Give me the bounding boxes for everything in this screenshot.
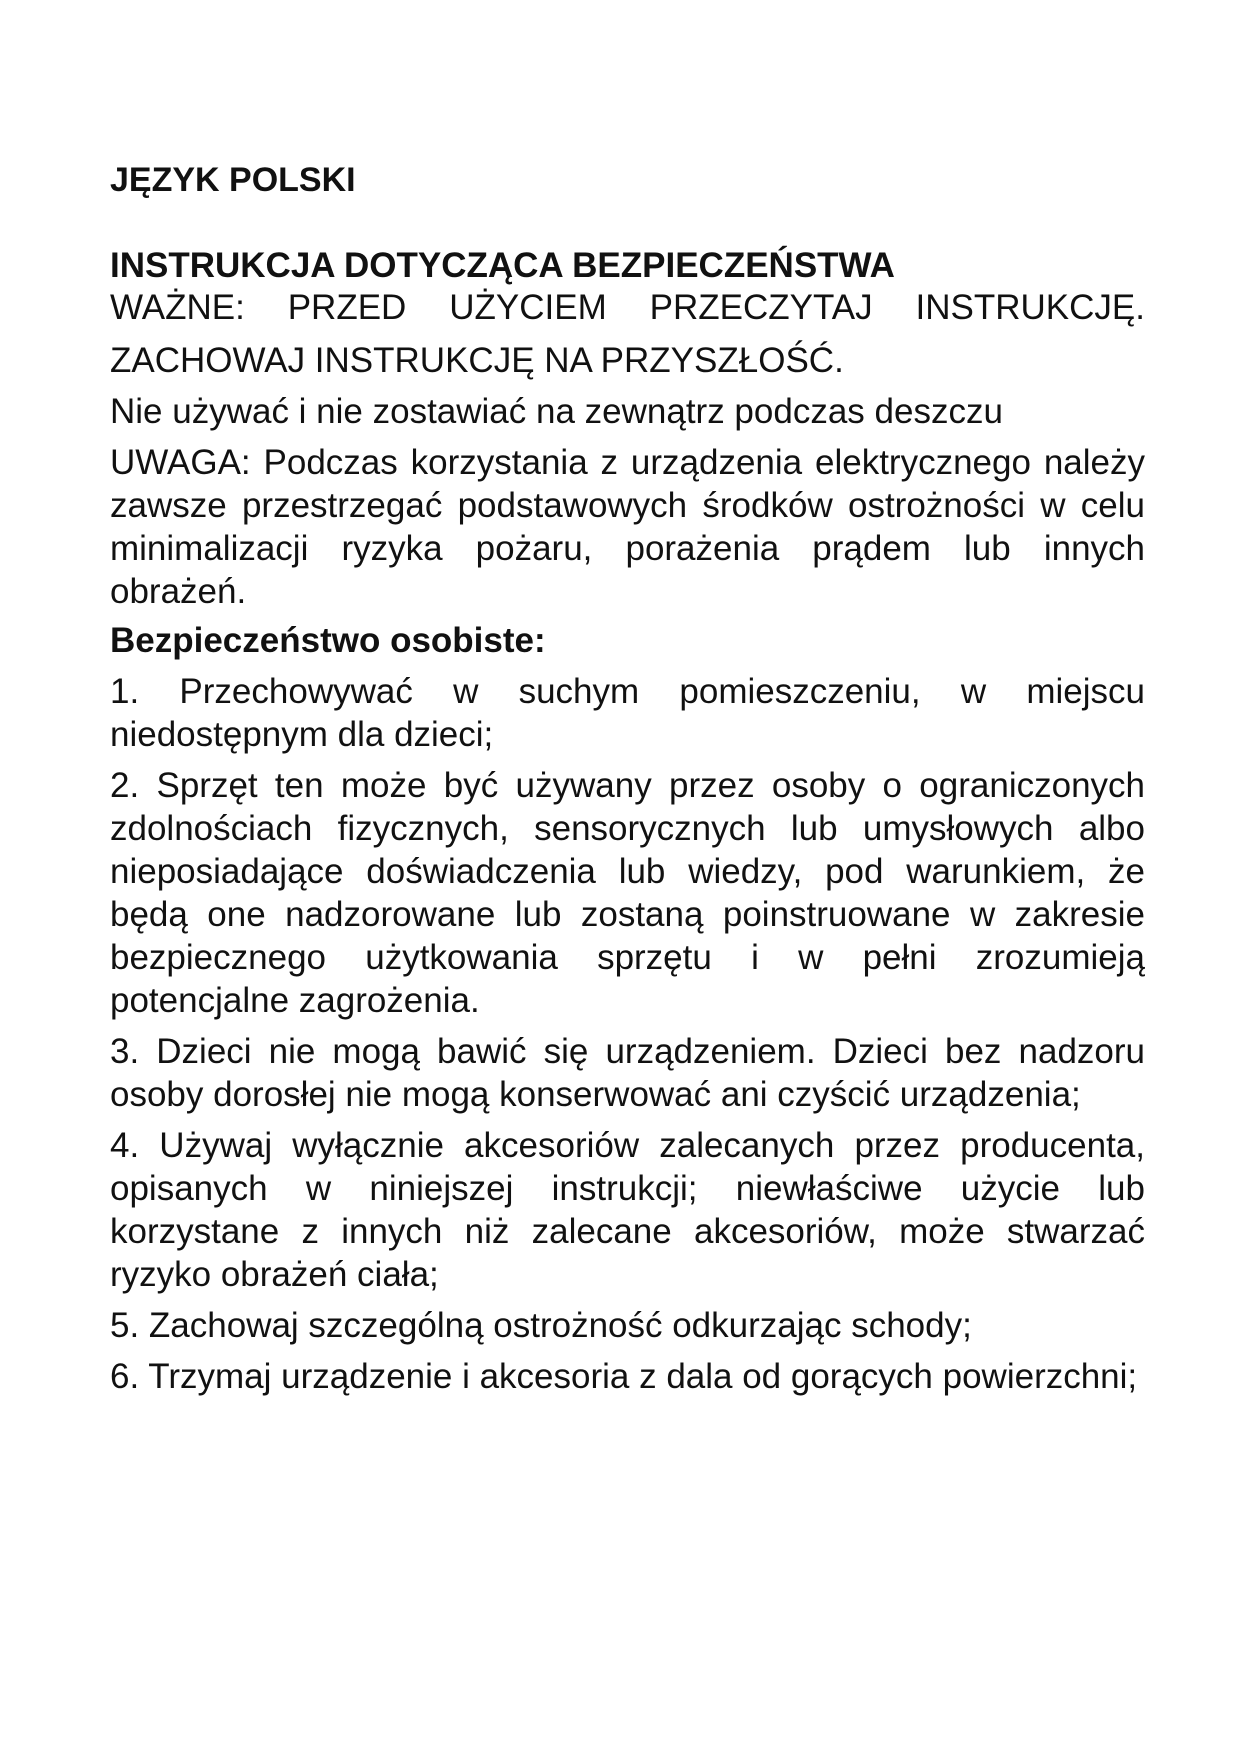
language-title: JĘZYK POLSKI — [110, 161, 356, 199]
caution-paragraph: UWAGA: Podczas korzystania z urządzenia elektrycznego należy zawsze przestrzegać podstawowych środków ostrożności w celu minimalizacji ryzyka pożaru, porażenia prądem lub innych obrażeń. — [110, 443, 1145, 611]
list-item: 2. Sprzęt ten może być używany przez osoby o ograniczonych zdolnościach fizycznych, sensorycznych lub umysłowych albo nieposiadające doświadczenia lub wiedzy, pod warunkiem, że będą one nadzorowane lub zostaną poinstruowane w zakresie bezpiecznego użytkowania sprzętu i w pełni zrozumieją potencjalne zagrożenia. — [110, 766, 1145, 1020]
document-page — [110, 160, 1145, 1406]
rain-warning: Nie używać i nie zostawiać na zewnątrz podczas deszczu — [110, 392, 1003, 431]
list-item: 1. Przechowywać w suchym pomieszczeniu, w miejscu niedostępnym dla dzieci; — [110, 672, 1145, 754]
keep-instructions-notice: ZACHOWAJ INSTRUKCJĘ NA PRZYSZŁOŚĆ. — [110, 341, 844, 380]
personal-safety-heading: Bezpieczeństwo osobiste: — [110, 621, 546, 660]
list-item: 3. Dzieci nie mogą bawić się urządzeniem. Dzieci bez nadzoru osoby dorosłej nie mogą konserwować ani czyścić urządzenia; — [110, 1032, 1145, 1114]
important-notice: WAŻNE: PRZED UŻYCIEM PRZECZYTAJ INSTRUKCJĘ. — [110, 288, 1145, 327]
list-item: 4. Używaj wyłącznie akcesoriów zalecanych przez producenta, opisanych w niniejszej instrukcji; niewłaściwe użycie lub korzystane z innych niż zalecane akcesoriów, może stwarzać ryzyko obrażeń ciała; — [110, 1126, 1145, 1294]
safety-list — [110, 670, 1145, 1398]
list-item: 5. Zachowaj szczególną ostrożność odkurzając schody; — [110, 1306, 972, 1345]
safety-instructions-title: INSTRUKCJA DOTYCZĄCA BEZPIECZEŃSTWA — [110, 246, 895, 285]
list-item: 6. Trzymaj urządzenie i akcesoria z dala od gorących powierzchni; — [110, 1357, 1138, 1396]
